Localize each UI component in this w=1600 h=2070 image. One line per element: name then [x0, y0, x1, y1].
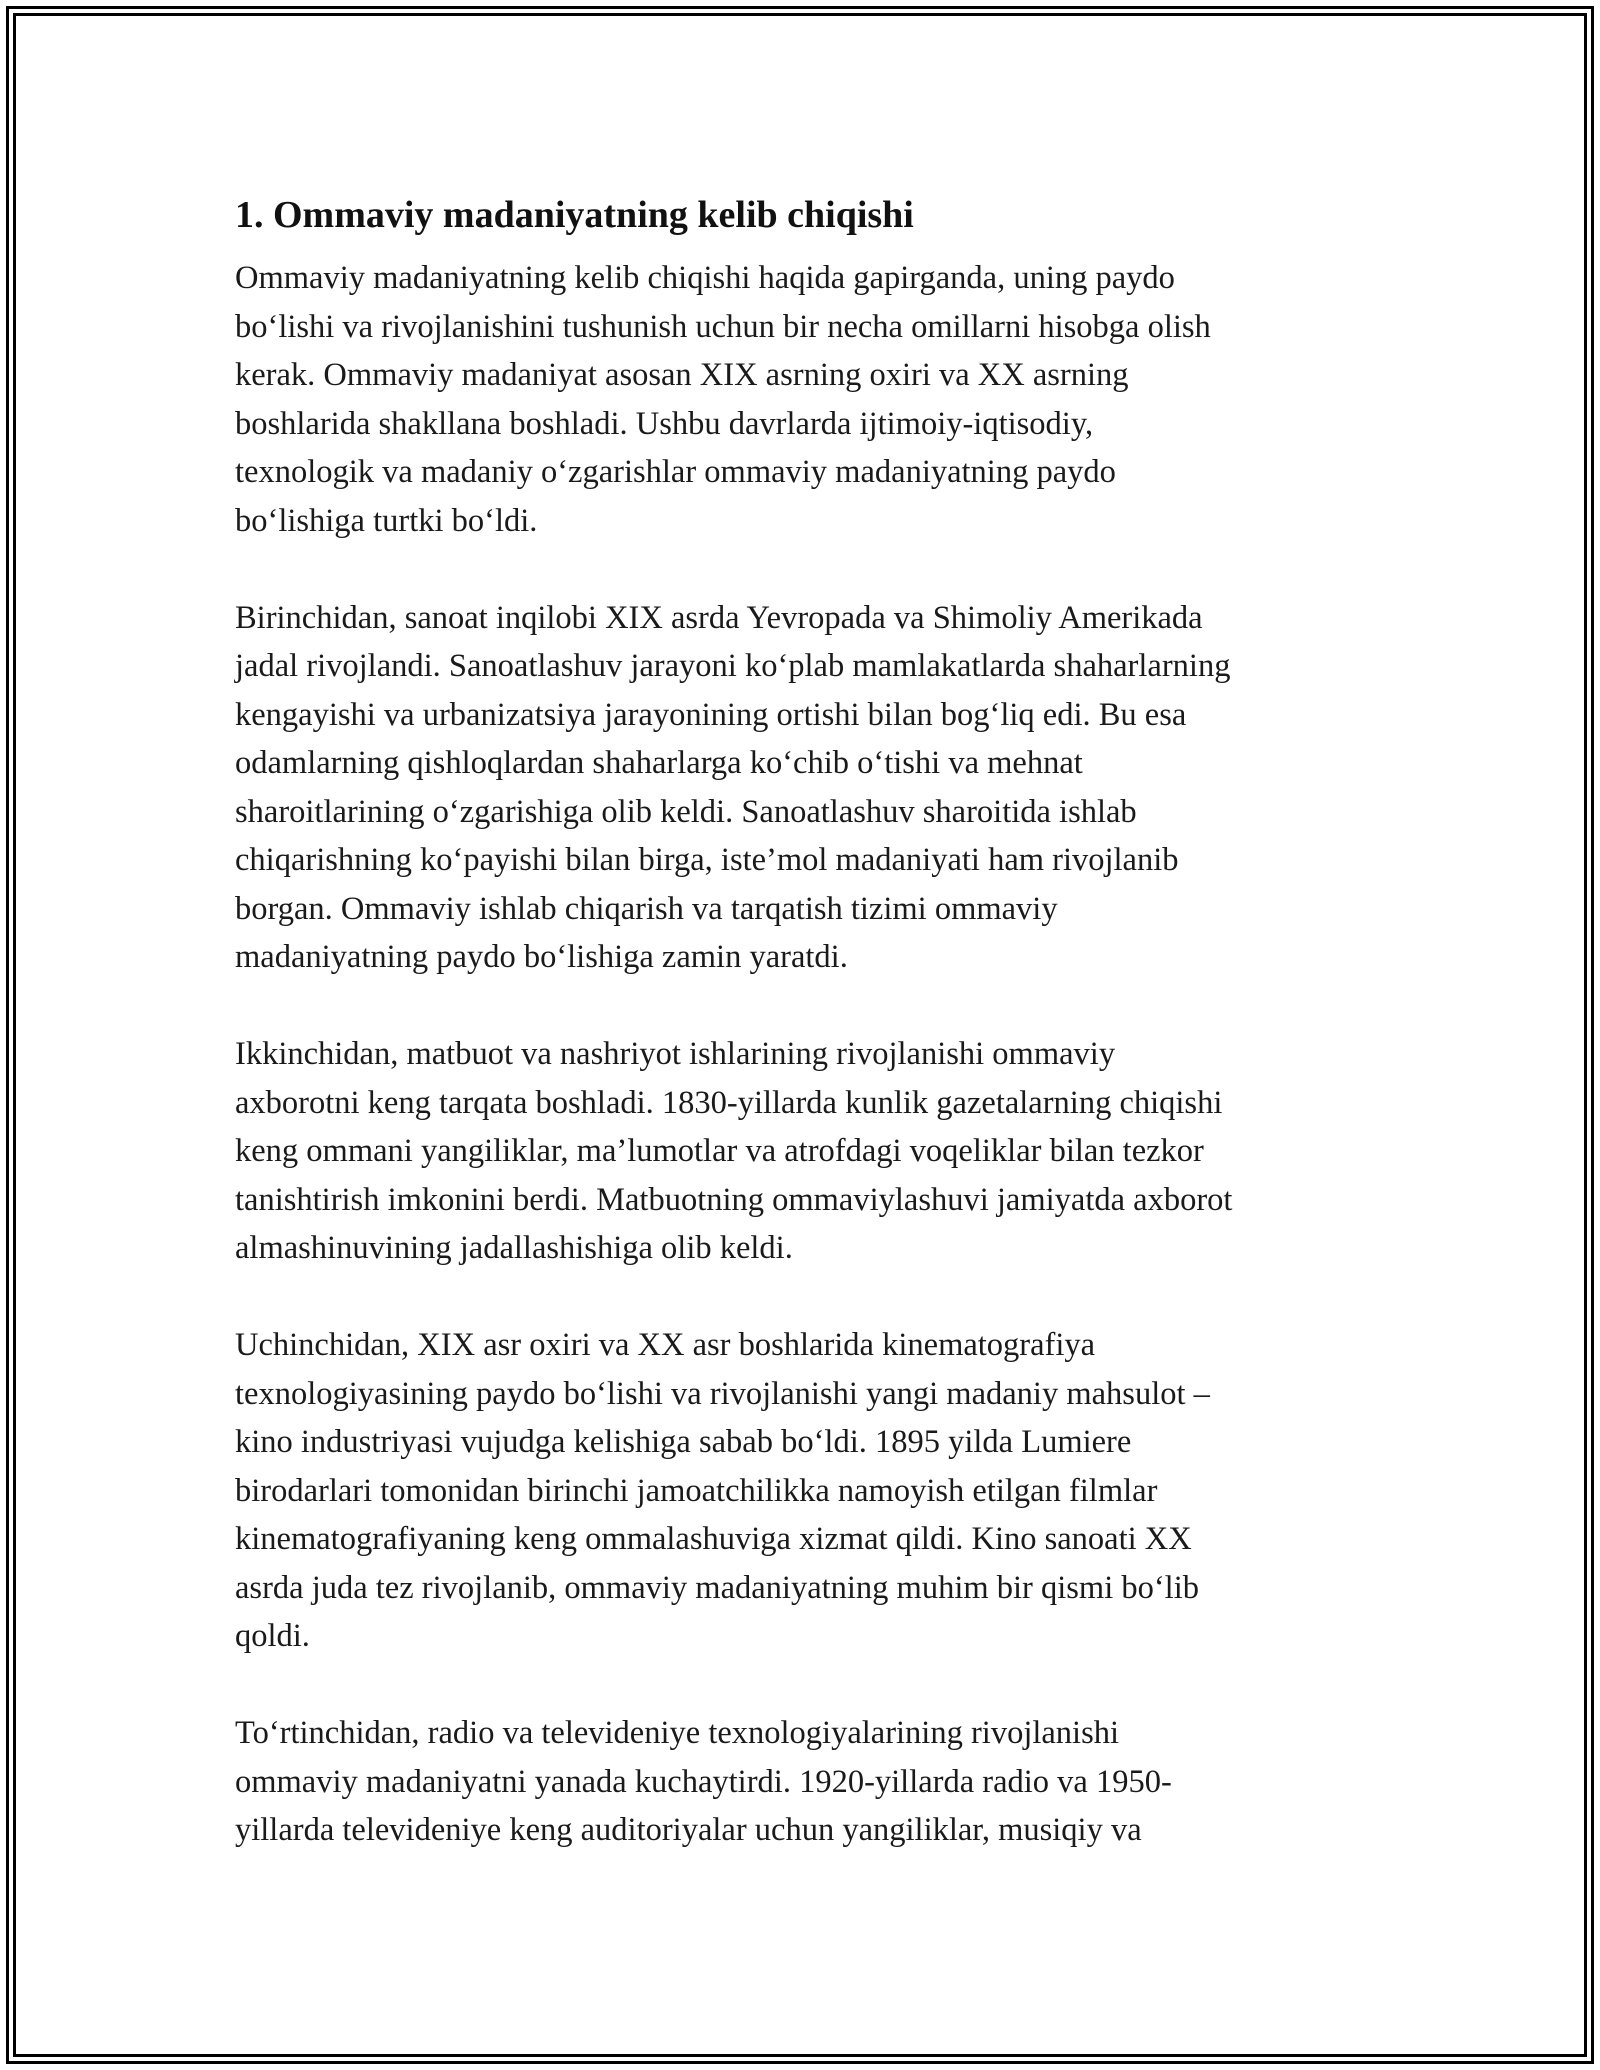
paragraph-line: kerak. Ommaviy madaniyat asosan XIX asrning oxiri va XX asrning: [235, 357, 1129, 393]
paragraph-line: To‘rtinchidan, radio va televideniye texnologiyalarining rivojlanishi: [235, 1715, 1120, 1751]
paragraph-line: kengayishi va urbanizatsiya jarayonining ortishi bilan bog‘liq edi. Bu esa: [235, 696, 1187, 733]
paragraph-line: Uchinchidan, XIX asr oxiri va XX asr boshlarida kinematografiya: [235, 1327, 1096, 1363]
paragraph-line: axborotni keng tarqata boshladi. 1830-yillarda kunlik gazetalarning chiqishi: [235, 1084, 1223, 1121]
paragraph-line: kino industriyasi vujudga kelishiga sabab bo‘ldi. 1895 yilda Lumiere: [235, 1424, 1132, 1460]
paragraph-line: qoldi.: [235, 1618, 310, 1654]
paragraph-line: Birinchidan, sanoat inqilobi XIX asrda Yevropada va Shimoliy Amerikada: [235, 599, 1203, 636]
paragraph-line: tanishtirish imkonini berdi. Matbuotning ommaviylashuvi jamiyatda axborot: [235, 1181, 1233, 1218]
paragraph-line: jadal rivojlandi. Sanoatlashuv jarayoni ko‘plab mamlakatlarda shaharlarning: [235, 648, 1231, 684]
paragraph-line: ommaviy madaniyatni yanada kuchaytirdi. 1920-yillarda radio va 1950-: [235, 1763, 1172, 1800]
paragraph-line: borgan. Ommaviy ishlab chiqarish va tarqatish tizimi ommaviy: [235, 890, 1058, 927]
section-heading: 1. Ommaviy madaniyatning kelib chiqishi: [235, 194, 914, 236]
paragraph-line: bo‘lishiga turtki bo‘ldi.: [235, 502, 538, 539]
paragraph-line: asrda juda tez rivojlanib, ommaviy madaniyatning muhim bir qismi bo‘lib: [235, 1569, 1199, 1606]
paragraph-line: kinematografiyaning keng ommalashuviga xizmat qildi. Kino sanoati XX: [235, 1521, 1192, 1557]
document-body: [235, 254, 1370, 1855]
paragraph-line: birodarlari tomonidan birinchi jamoatchilikka namoyish etilgan filmlar: [235, 1472, 1158, 1509]
paragraph-line: keng ommani yangiliklar, ma’lumotlar va atrofdagi voqeliklar bilan tezkor: [235, 1133, 1204, 1169]
paragraph-line: odamlarning qishloqlardan shaharlarga ko‘chib o‘tishi va mehnat: [235, 745, 1083, 781]
paragraph-line: texnologiyasining paydo bo‘lishi va rivojlanishi yangi madaniy mahsulot –: [235, 1375, 1210, 1412]
paragraph: [235, 1321, 1370, 1661]
paragraph-line: Ikkinchidan, matbuot va nashriyot ishlarining rivojlanishi ommaviy: [235, 1036, 1116, 1072]
paragraph-line: Ommaviy madaniyatning kelib chiqishi haqida gapirganda, uning paydo: [235, 260, 1175, 296]
document-page: [235, 188, 1370, 1903]
paragraph-line: boshlarida shakllana boshladi. Ushbu davrlarda ijtimoiy-iqtisodiy,: [235, 405, 1094, 442]
paragraph-line: texnologik va madaniy o‘zgarishlar ommaviy madaniyatning paydo: [235, 454, 1116, 490]
paragraph-line: yillarda televideniye keng auditoriyalar uchun yangiliklar, musiqiy va: [235, 1812, 1142, 1848]
paragraph-line: bo‘lishi va rivojlanishini tushunish uchun bir necha omillarni hisobga olish: [235, 308, 1211, 345]
paragraph: [235, 594, 1370, 982]
paragraph: [235, 1709, 1370, 1855]
paragraph-line: chiqarishning ko‘payishi bilan birga, iste’mol madaniyati ham rivojlanib: [235, 842, 1179, 878]
paragraph: [235, 1030, 1370, 1273]
paragraph-line: sharoitlarining o‘zgarishiga olib keldi. Sanoatlashuv sharoitida ishlab: [235, 793, 1137, 830]
paragraph-line: almashinuvining jadallashishiga olib keldi.: [235, 1230, 793, 1266]
paragraph: [235, 254, 1370, 545]
paragraph-line: madaniyatning paydo bo‘lishiga zamin yaratdi.: [235, 939, 848, 975]
